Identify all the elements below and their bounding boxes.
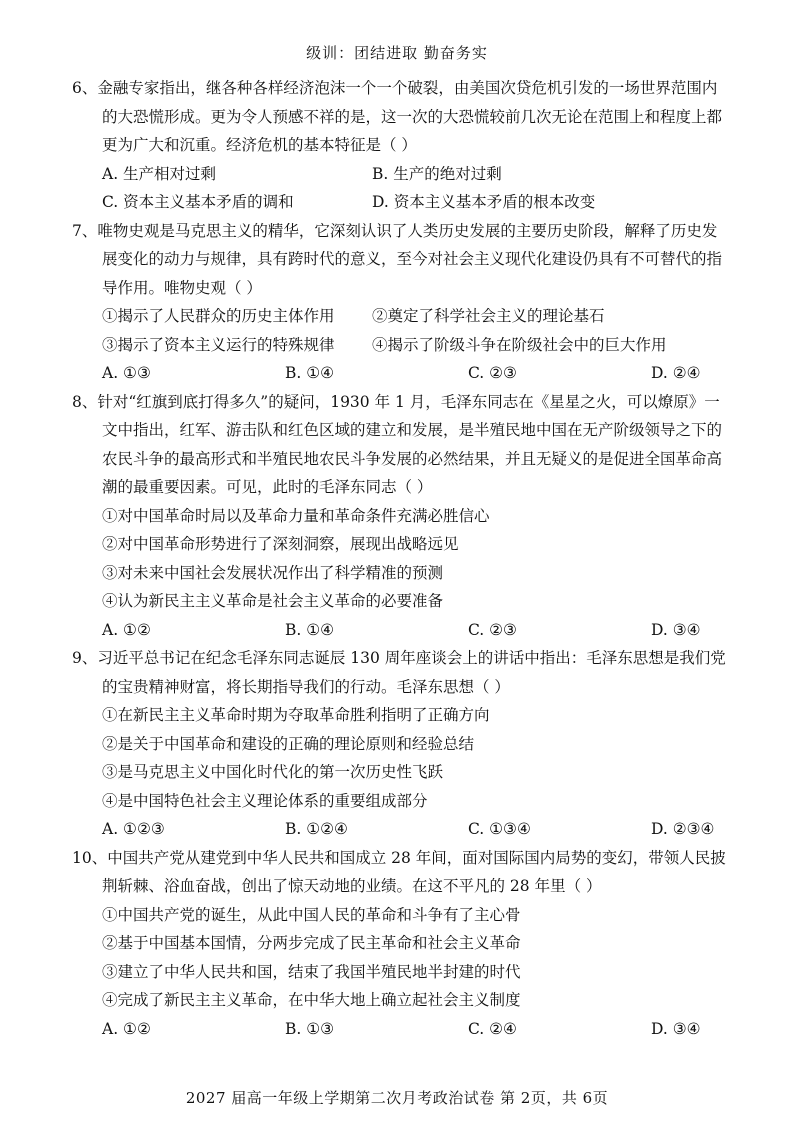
statement-4: ④认为新民主主义革命是社会主义革命的必要准备: [102, 592, 444, 610]
choices-row: [72, 188, 732, 217]
choice-d: D. 资本主义基本矛盾的根本改变: [372, 193, 596, 211]
page-footer: 2027 届高一年级上学期第二次月考政治试卷 第 2页，共 6页: [185, 1089, 609, 1107]
statements-row: [72, 331, 732, 360]
question-8: [72, 388, 732, 645]
statement-4: ④完成了新民主主义革命，在中华大地上确立起社会主义制度: [102, 991, 521, 1009]
question-stem: 7、唯物史观是马克思主义的精华，它深刻认识了人类历史发展的主要历史阶段，解释了历史发展变化的动力与规律，具有跨时代的意义，至今对社会主义现代化建设仍具有不可替代的指导作用。唯物史观（ ）: [72, 221, 723, 297]
questions-area: [72, 74, 732, 1043]
question-stem: 8、针对“红旗到底打得多久”的疑问，1930 年 1 月，毛泽东同志在《星星之火，可以燎原》一文中指出，红军、游击队和红色区域的建立和发展，是半殖民地中国在无产阶级领导之下的农民斗争的最高形式和半殖民地农民斗争发展的必然结果，并且无疑义的是促进全国革命高潮的最重要因素。可见，此时的毛泽东同志（ ）: [72, 392, 723, 496]
choice-c: C. 资本主义基本矛盾的调和: [102, 193, 294, 211]
statement-1: ①揭示了人民群众的历史主体作用: [102, 307, 335, 325]
choice-c: C. ②③: [468, 364, 517, 382]
statement-3: ③是马克思主义中国化时代化的第一次历史性飞跃: [102, 763, 444, 781]
choice-d: D. ③④: [651, 1019, 701, 1038]
choice-b: B. ①②④: [285, 820, 348, 838]
choice-a: A. ①②: [102, 1019, 151, 1038]
statement-1: ①中国共产党的诞生，从此中国人民的革命和斗争有了主心骨: [102, 905, 521, 924]
question-stem: 9、习近平总书记在纪念毛泽东同志诞辰 130 周年座谈会上的讲话中指出：毛泽东思想是我们党的宝贵精神财富，将长期指导我们的行动。毛泽东思想（ ）: [72, 649, 726, 696]
question-stem: 10、中国共产党从建党到中华人民共和国成立 28 年间，面对国际国内局势的变幻，带领人民披荆斩棘、浴血奋战，创出了惊天动地的业绩。在这不平凡的 28 年里（ ）: [72, 848, 726, 895]
statement-1: ①对中国革命时局以及革命力量和革命条件充满必胜信心: [102, 506, 490, 525]
choices-row: [72, 359, 732, 388]
statement-4: ④揭示了阶级斗争在阶级社会中的巨大作用: [372, 335, 667, 354]
choice-a: A. ①②: [102, 620, 151, 639]
statement-3: ③揭示了资本主义运行的特殊规律: [102, 335, 335, 354]
choices-row: [72, 815, 732, 844]
question-6: [72, 74, 732, 217]
choice-d: D. ③④: [651, 620, 701, 639]
statements-row: [72, 302, 732, 331]
statement-1: ①在新民主主义革命时期为夺取革命胜利指明了正确方向: [102, 706, 490, 724]
choice-d: D. ②④: [651, 364, 701, 382]
choice-c: C. ②③: [468, 620, 517, 639]
statement-3: ③建立了中华人民共和国，结束了我国半殖民地半封建的时代: [102, 962, 521, 981]
choices-row: [72, 160, 732, 189]
choice-b: B. ①③: [285, 1019, 335, 1038]
choice-a: A. ①③: [102, 364, 151, 382]
question-stem: 6、金融专家指出，继各种各样经济泡沫一个一个破裂，由美国次贷危机引发的一场世界范围内的大恐慌形成。更为令人预感不祥的是，这一次的大恐慌较前几次无论在范围上和程度上都更为广大和沉重。经济危机的基本特征是（ ）: [72, 79, 723, 154]
choices-row: [72, 1015, 732, 1044]
question-10: [72, 844, 732, 1044]
choice-a: A. ①②③: [102, 820, 165, 838]
choices-row: [72, 616, 732, 645]
question-9: [72, 644, 732, 844]
statement-2: ②是关于中国革命和建设的正确的理论原则和经验总结: [102, 734, 475, 753]
choice-c: C. ②④: [468, 1019, 517, 1038]
question-7: [72, 217, 732, 388]
choice-d: D. ②③④: [651, 820, 715, 838]
choice-b: B. ①④: [285, 364, 335, 382]
statement-2: ②奠定了科学社会主义的理论基石: [372, 307, 605, 325]
choice-b: B. ①④: [285, 620, 335, 639]
page-header: 级训：团结进取 勤奋务实: [306, 44, 488, 62]
statement-4: ④是中国特色社会主义理论体系的重要组成部分: [102, 791, 428, 810]
choice-a: A. 生产相对过剩: [102, 164, 217, 183]
choice-b: B. 生产的绝对过剩: [372, 164, 502, 183]
statement-2: ②对中国革命形势进行了深刻洞察，展现出战略远见: [102, 535, 459, 553]
statement-3: ③对未来中国社会发展状况作出了科学精准的预测: [102, 563, 444, 582]
choice-c: C. ①③④: [468, 820, 531, 838]
statement-2: ②基于中国基本国情，分两步完成了民主革命和社会主义革命: [102, 934, 521, 952]
